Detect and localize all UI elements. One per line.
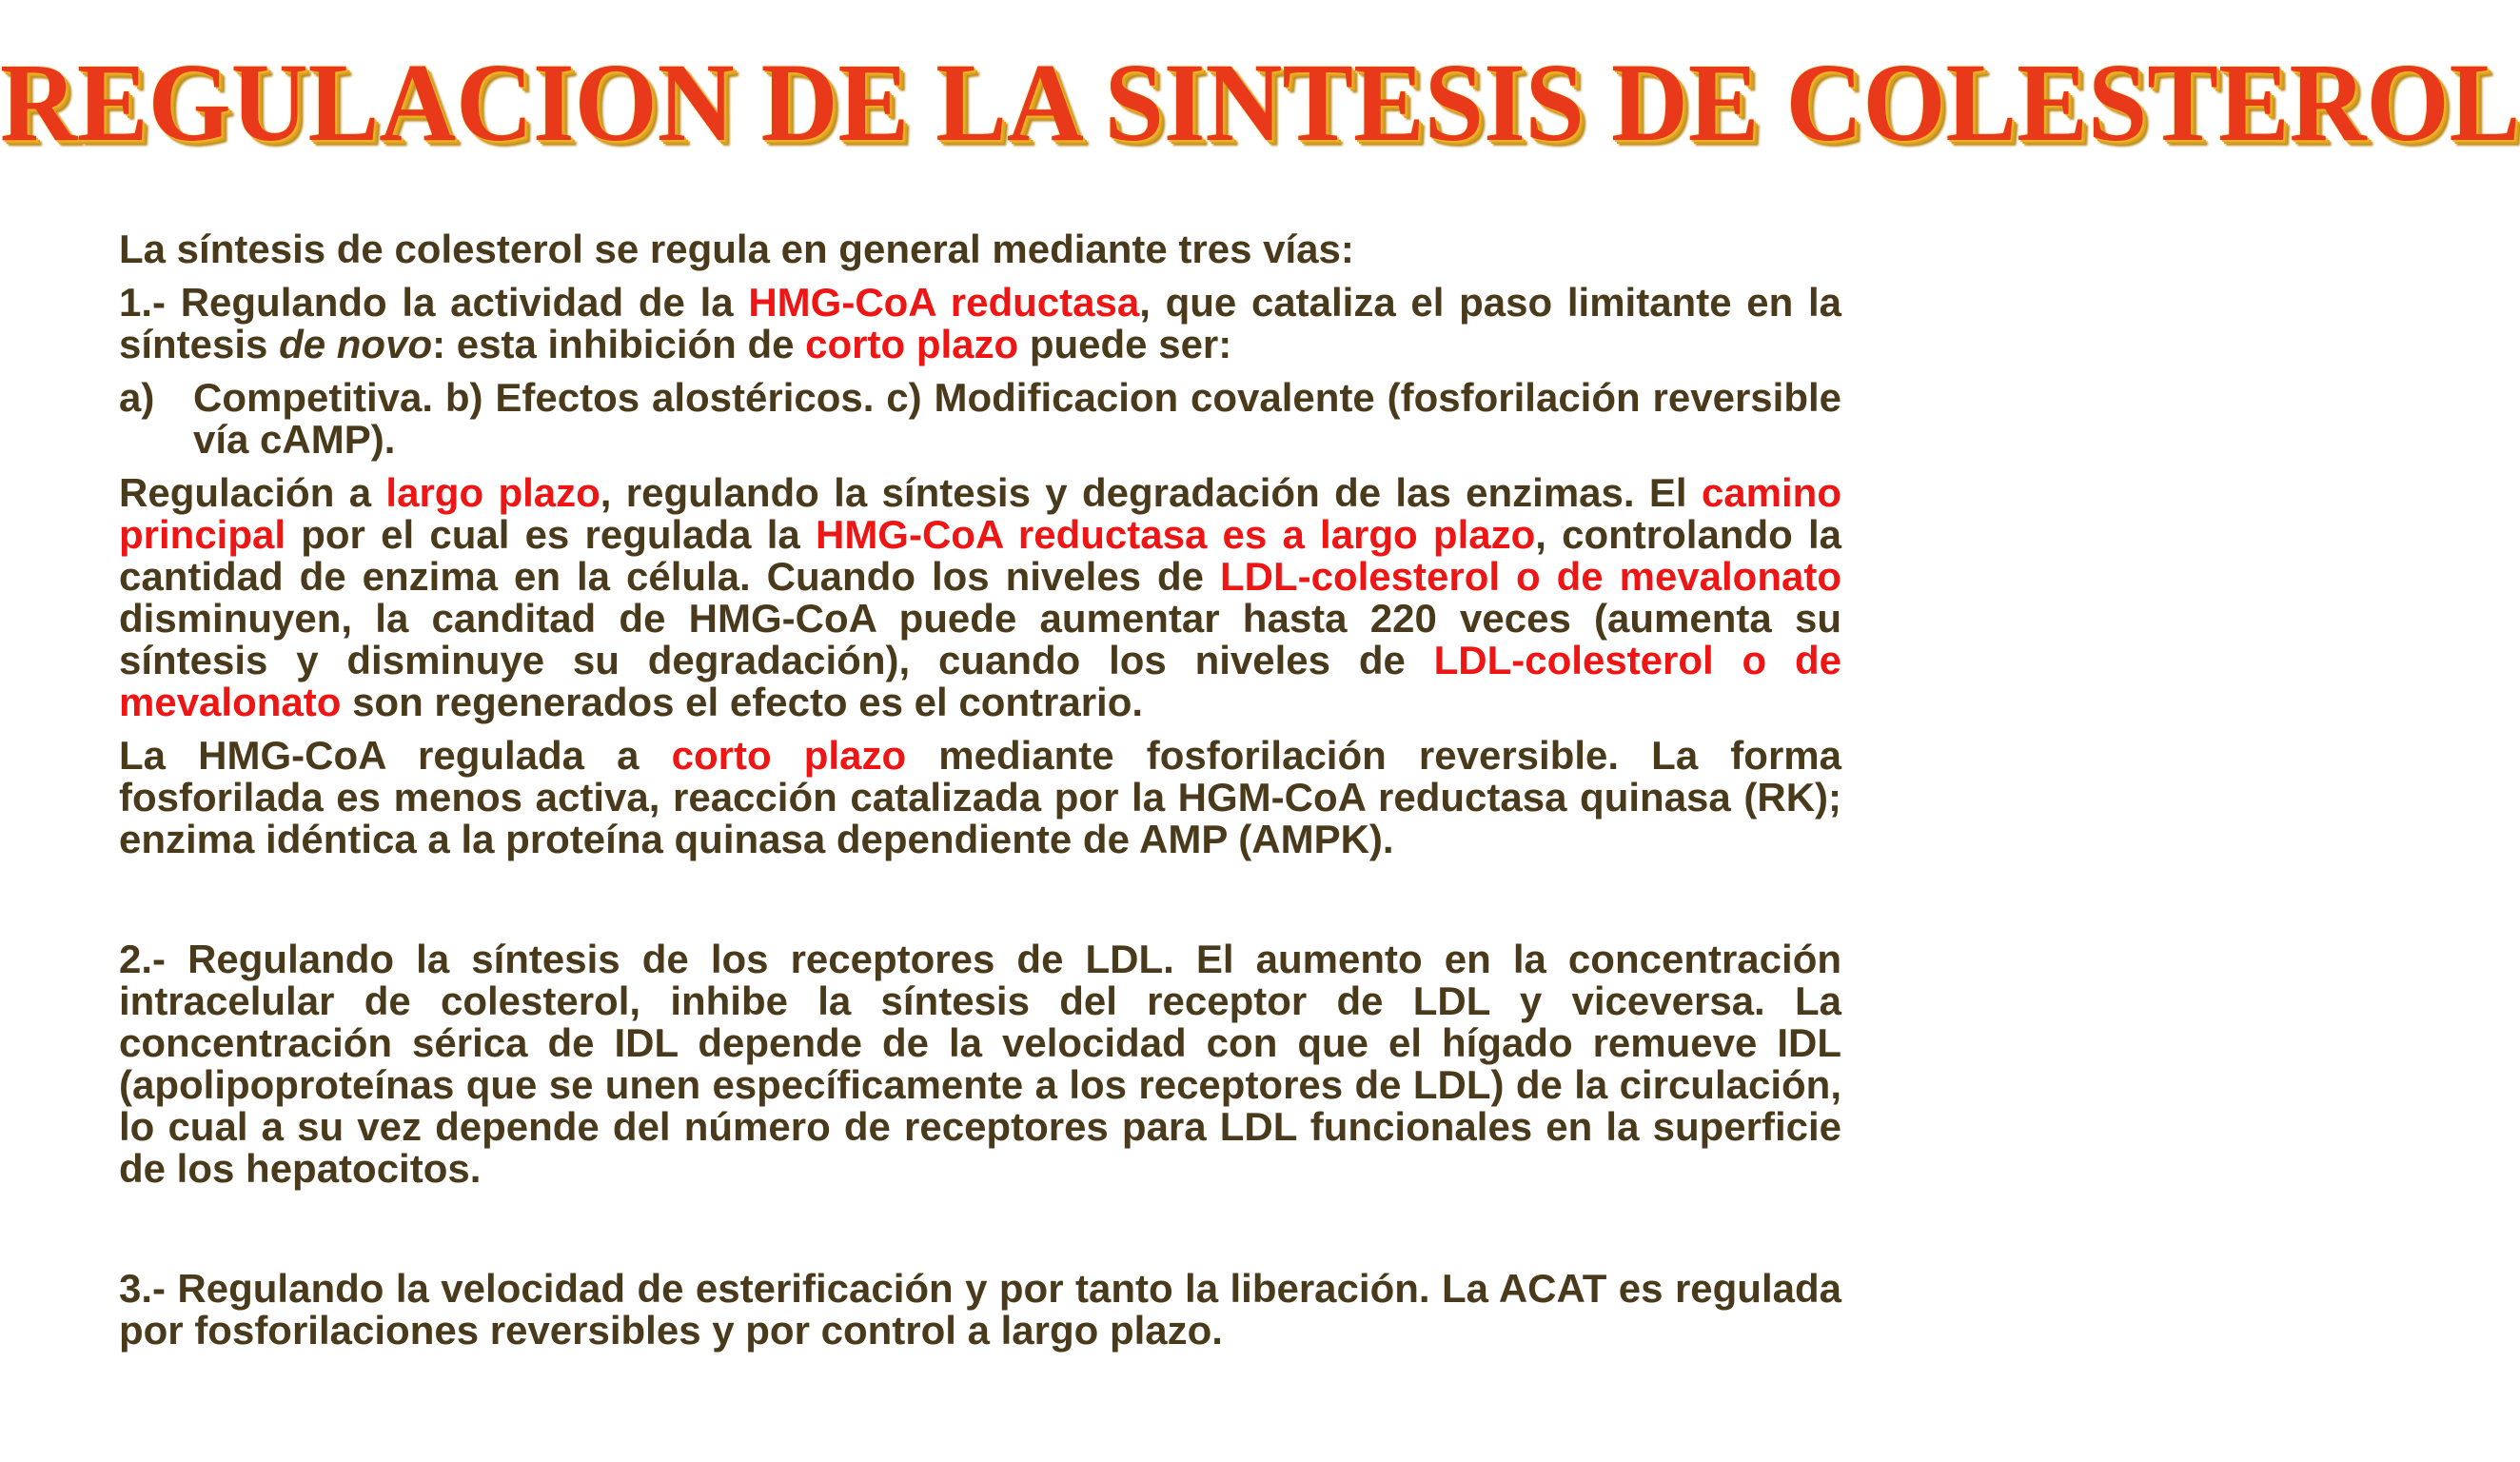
long-term-text-g: , controlando la cantidad de enzima en la célula. Cuando los niveles de bbox=[119, 512, 1841, 599]
long-term-highlight-camino: camino principal bbox=[119, 470, 1841, 557]
long-term-text-a: Regulación a bbox=[119, 470, 386, 515]
short-term-text-a: La HMG-CoA regulada a bbox=[119, 733, 672, 778]
long-term-text-c: , regulando la síntesis y degradación de las enzimas. El bbox=[600, 470, 1702, 515]
point-1-highlight-short-term: corto plazo bbox=[805, 322, 1019, 366]
slide-title: REGULACION DE LA SINTESIS DE COLESTEROL bbox=[0, 40, 2520, 166]
intro-paragraph: La síntesis de colesterol se regula en general mediante tres vías: bbox=[119, 227, 1354, 271]
long-term-highlight-largo-plazo: largo plazo bbox=[385, 470, 600, 515]
long-term-text-e: por el cual es regulada la bbox=[285, 512, 816, 557]
list-marker-a: a) bbox=[119, 375, 155, 420]
point-2-paragraph: 2.- Regulando la síntesis de los receptores de LDL. El aumento en la concentración intracelular de colesterol, inhibe la síntesis del receptor de LDL y viceversa. La concentración sérica de IDL depende de la velocidad con que el hígado remueve IDL (apolipoproteínas que se unen específicamente a los receptores de LDL) de la circulación, lo cual a su vez depende del número de receptores para LDL funcionales en la superficie de los hepatocitos. bbox=[119, 937, 1841, 1191]
short-term-text-c: mediante fosforilación reversible. La forma fosforilada es menos activa, reacción catalizada por la HGM-CoA reductasa quinasa (RK); enzima idéntica a la proteína quinasa dependiente de AMP (AMPK). bbox=[119, 733, 1841, 861]
long-term-highlight-reductasa: HMG-CoA reductasa es a largo plazo bbox=[815, 512, 1536, 557]
point-1-paragraph bbox=[119, 282, 1841, 366]
point-3-paragraph: 3.- Regulando la velocidad de esterificación y por tanto la liberación. La ACAT es regulada por fosforilaciones reversibles y por control a largo plazo. bbox=[119, 1266, 1841, 1353]
long-term-text-k: son regenerados el efecto es el contrario. bbox=[341, 680, 1144, 724]
slide-body bbox=[119, 228, 1841, 1363]
point-1-text-c: , que cataliza el paso limitante en la síntesis bbox=[119, 280, 1841, 366]
point-1-text-e: : esta inhibición de bbox=[432, 322, 806, 366]
list-item-a bbox=[119, 377, 1841, 461]
short-term-highlight-corto-plazo: corto plazo bbox=[671, 733, 907, 778]
point-1-text-a: 1.- Regulando la actividad de la bbox=[119, 280, 749, 325]
point-1-text-g: puede ser: bbox=[1018, 322, 1232, 366]
point-1-italic-de-novo: de novo bbox=[279, 322, 433, 366]
short-term-paragraph bbox=[119, 735, 1841, 860]
long-term-text-i: disminuyen, la canditad de HMG-CoA puede aumentar hasta 220 veces (aumenta su síntesis y disminuye su degradación), cuando los niveles de bbox=[119, 596, 1841, 682]
list-text-a: Competitiva. b) Efectos alostéricos. c) Modificacion covalente (fosforilación reversible vía cAMP). bbox=[193, 375, 1841, 462]
point-1-highlight-enzyme: HMG-CoA reductasa bbox=[748, 280, 1140, 325]
long-term-highlight-ldl-1: LDL-colesterol o de mevalonato bbox=[1219, 554, 1841, 599]
long-term-highlight-ldl-2: LDL-colesterol o de mevalonato bbox=[119, 638, 1841, 724]
long-term-paragraph bbox=[119, 472, 1841, 723]
